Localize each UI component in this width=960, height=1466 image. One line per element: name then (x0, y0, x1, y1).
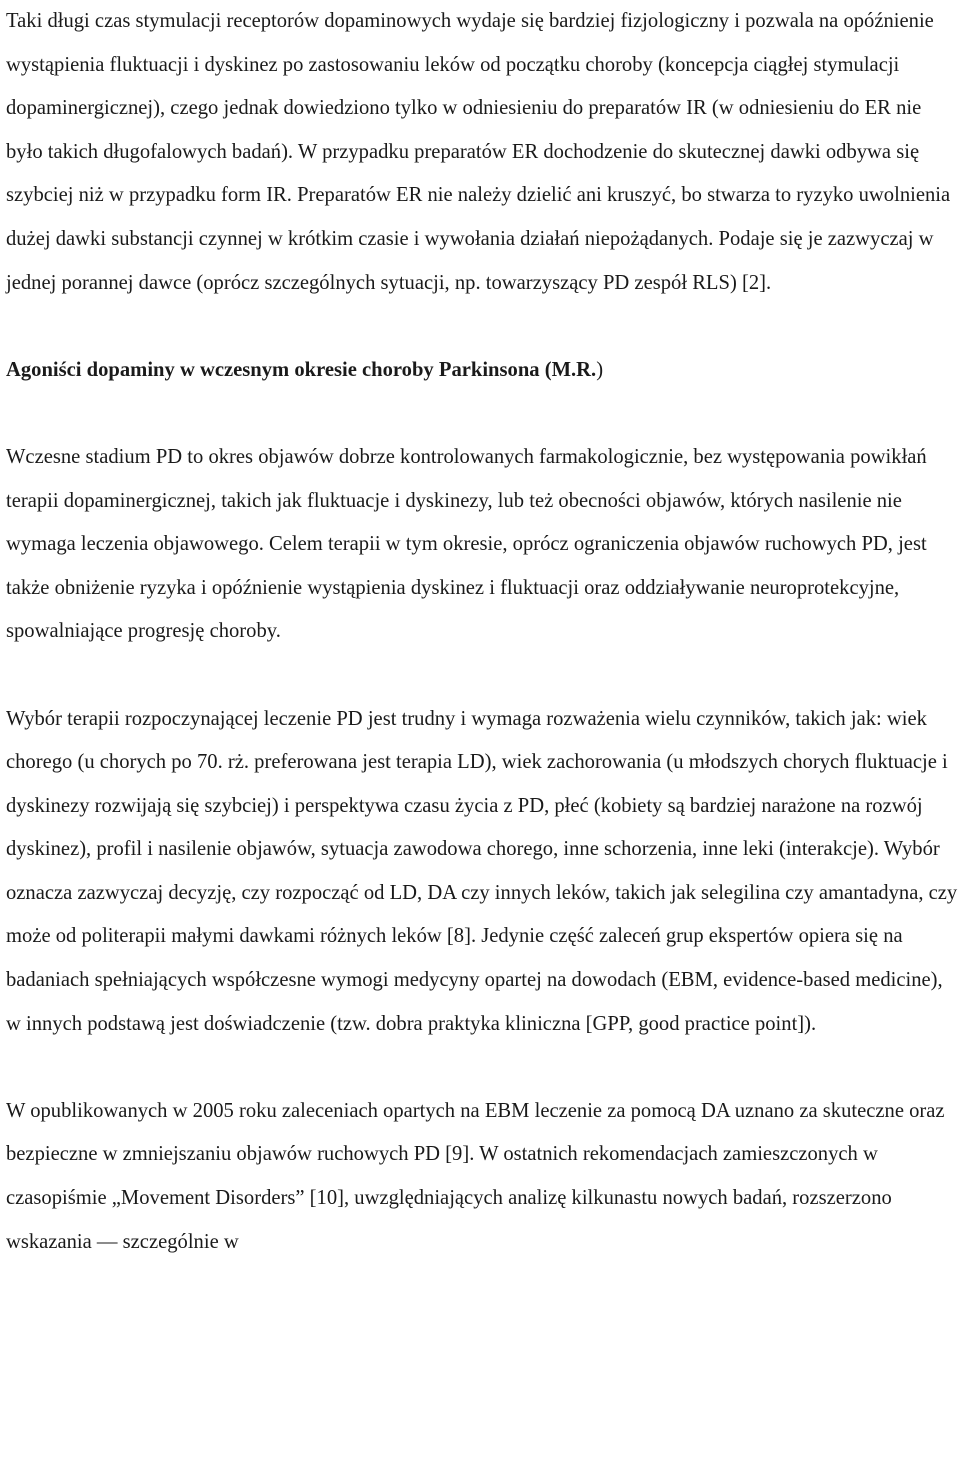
section-heading-suffix: ) (596, 358, 604, 381)
paragraph-early-stage: Wczesne stadium PD to okres objawów dobrze kontrolowanych farmakologicznie, bez występowania powikłań terapii dopaminergicznej, takich jak fluktuacje i dyskinezy, lub też obecności objawów, których nasilenie nie wymaga leczenia objawowego. Celem terapii w tym okresie, oprócz ograniczenia objawów ruchowych PD, jest także obniżenie ryzyka i opóźnienie wystąpienia dyskinez i fluktuacji oraz oddziaływanie neuroprotekcyjne, spowalniające progresję choroby. (6, 445, 927, 643)
paragraph-recommendations: W opublikowanych w 2005 roku zaleceniach opartych na EBM leczenie za pomocą DA uznano za skuteczne oraz bezpieczne w zmniejszaniu objawów ruchowych PD [9]. W ostatnich rekomendacjach zamieszczonych w czasopiśmie „Movement Disorders” [10], uwzględniających analizę kilkunastu nowych badań, rozszerzono wskazania — szczególnie w (6, 1099, 945, 1253)
paragraph-gap (6, 654, 958, 698)
section-heading-text: Agoniści dopaminy w wczesnym okresie choroby Parkinsona (M.R. (6, 358, 597, 381)
section-heading (6, 349, 958, 393)
paragraph-gap (6, 1046, 958, 1090)
paragraph-stimulation: Taki długi czas stymulacji receptorów dopaminowych wydaje się bardziej fizjologiczny i pozwala na opóźnienie wystąpienia fluktuacji i dyskinez po zastosowaniu leków od początku choroby (koncepcja ciągłej stymulacji dopaminergicznej), czego jednak dowiedziono tylko w odniesieniu do preparatów IR (w odniesieniu do ER nie było takich długofalowych badań). W przypadku preparatów ER dochodzenie do skutecznej dawki odbywa się szybciej niż w przypadku form IR. Preparatów ER nie należy dzielić ani kruszyć, bo stwarza to ryzyko uwolnienia dużej dawki substancji czynnej w krótkim czasie i wywołania działań niepożądanych. Podaje się je zazwyczaj w jednej porannej dawce (oprócz szczególnych sytuacji, np. towarzyszący PD zespół RLS) [2]. (6, 10, 951, 294)
paragraph-gap (6, 392, 958, 436)
paragraph-therapy-choice: Wybór terapii rozpoczynającej leczenie PD jest trudny i wymaga rozważenia wielu czynników, takich jak: wiek chorego (u chorych po 70. rż. preferowana jest terapia LD), wiek zachorowania (u młodszych chorych fluktuacje i dyskinezy rozwijają się szybciej) i perspektywa czasu życia z PD, płeć (kobiety są bardziej narażone na rozwój dyskinez), profil i nasilenie objawów, sytuacja zawodowa chorego, inne schorzenia, inne leki (interakcje). Wybór oznacza zazwyczaj decyzję, czy rozpocząć od LD, DA czy innych leków, takich jak selegilina czy amantadyna, czy może od politerapii małymi dawkami różnych leków [8]. Jedynie część zaleceń grup ekspertów opiera się na badaniach spełniających współczesne wymogi medycyny opartej na dowodach (EBM, evidence-based medicine), w innych podstawą jest doświadczenie (tzw. dobra praktyka kliniczna [GPP, good practice point]). (6, 707, 958, 1035)
paragraph-gap (6, 305, 958, 349)
document-page (6, 0, 958, 1264)
